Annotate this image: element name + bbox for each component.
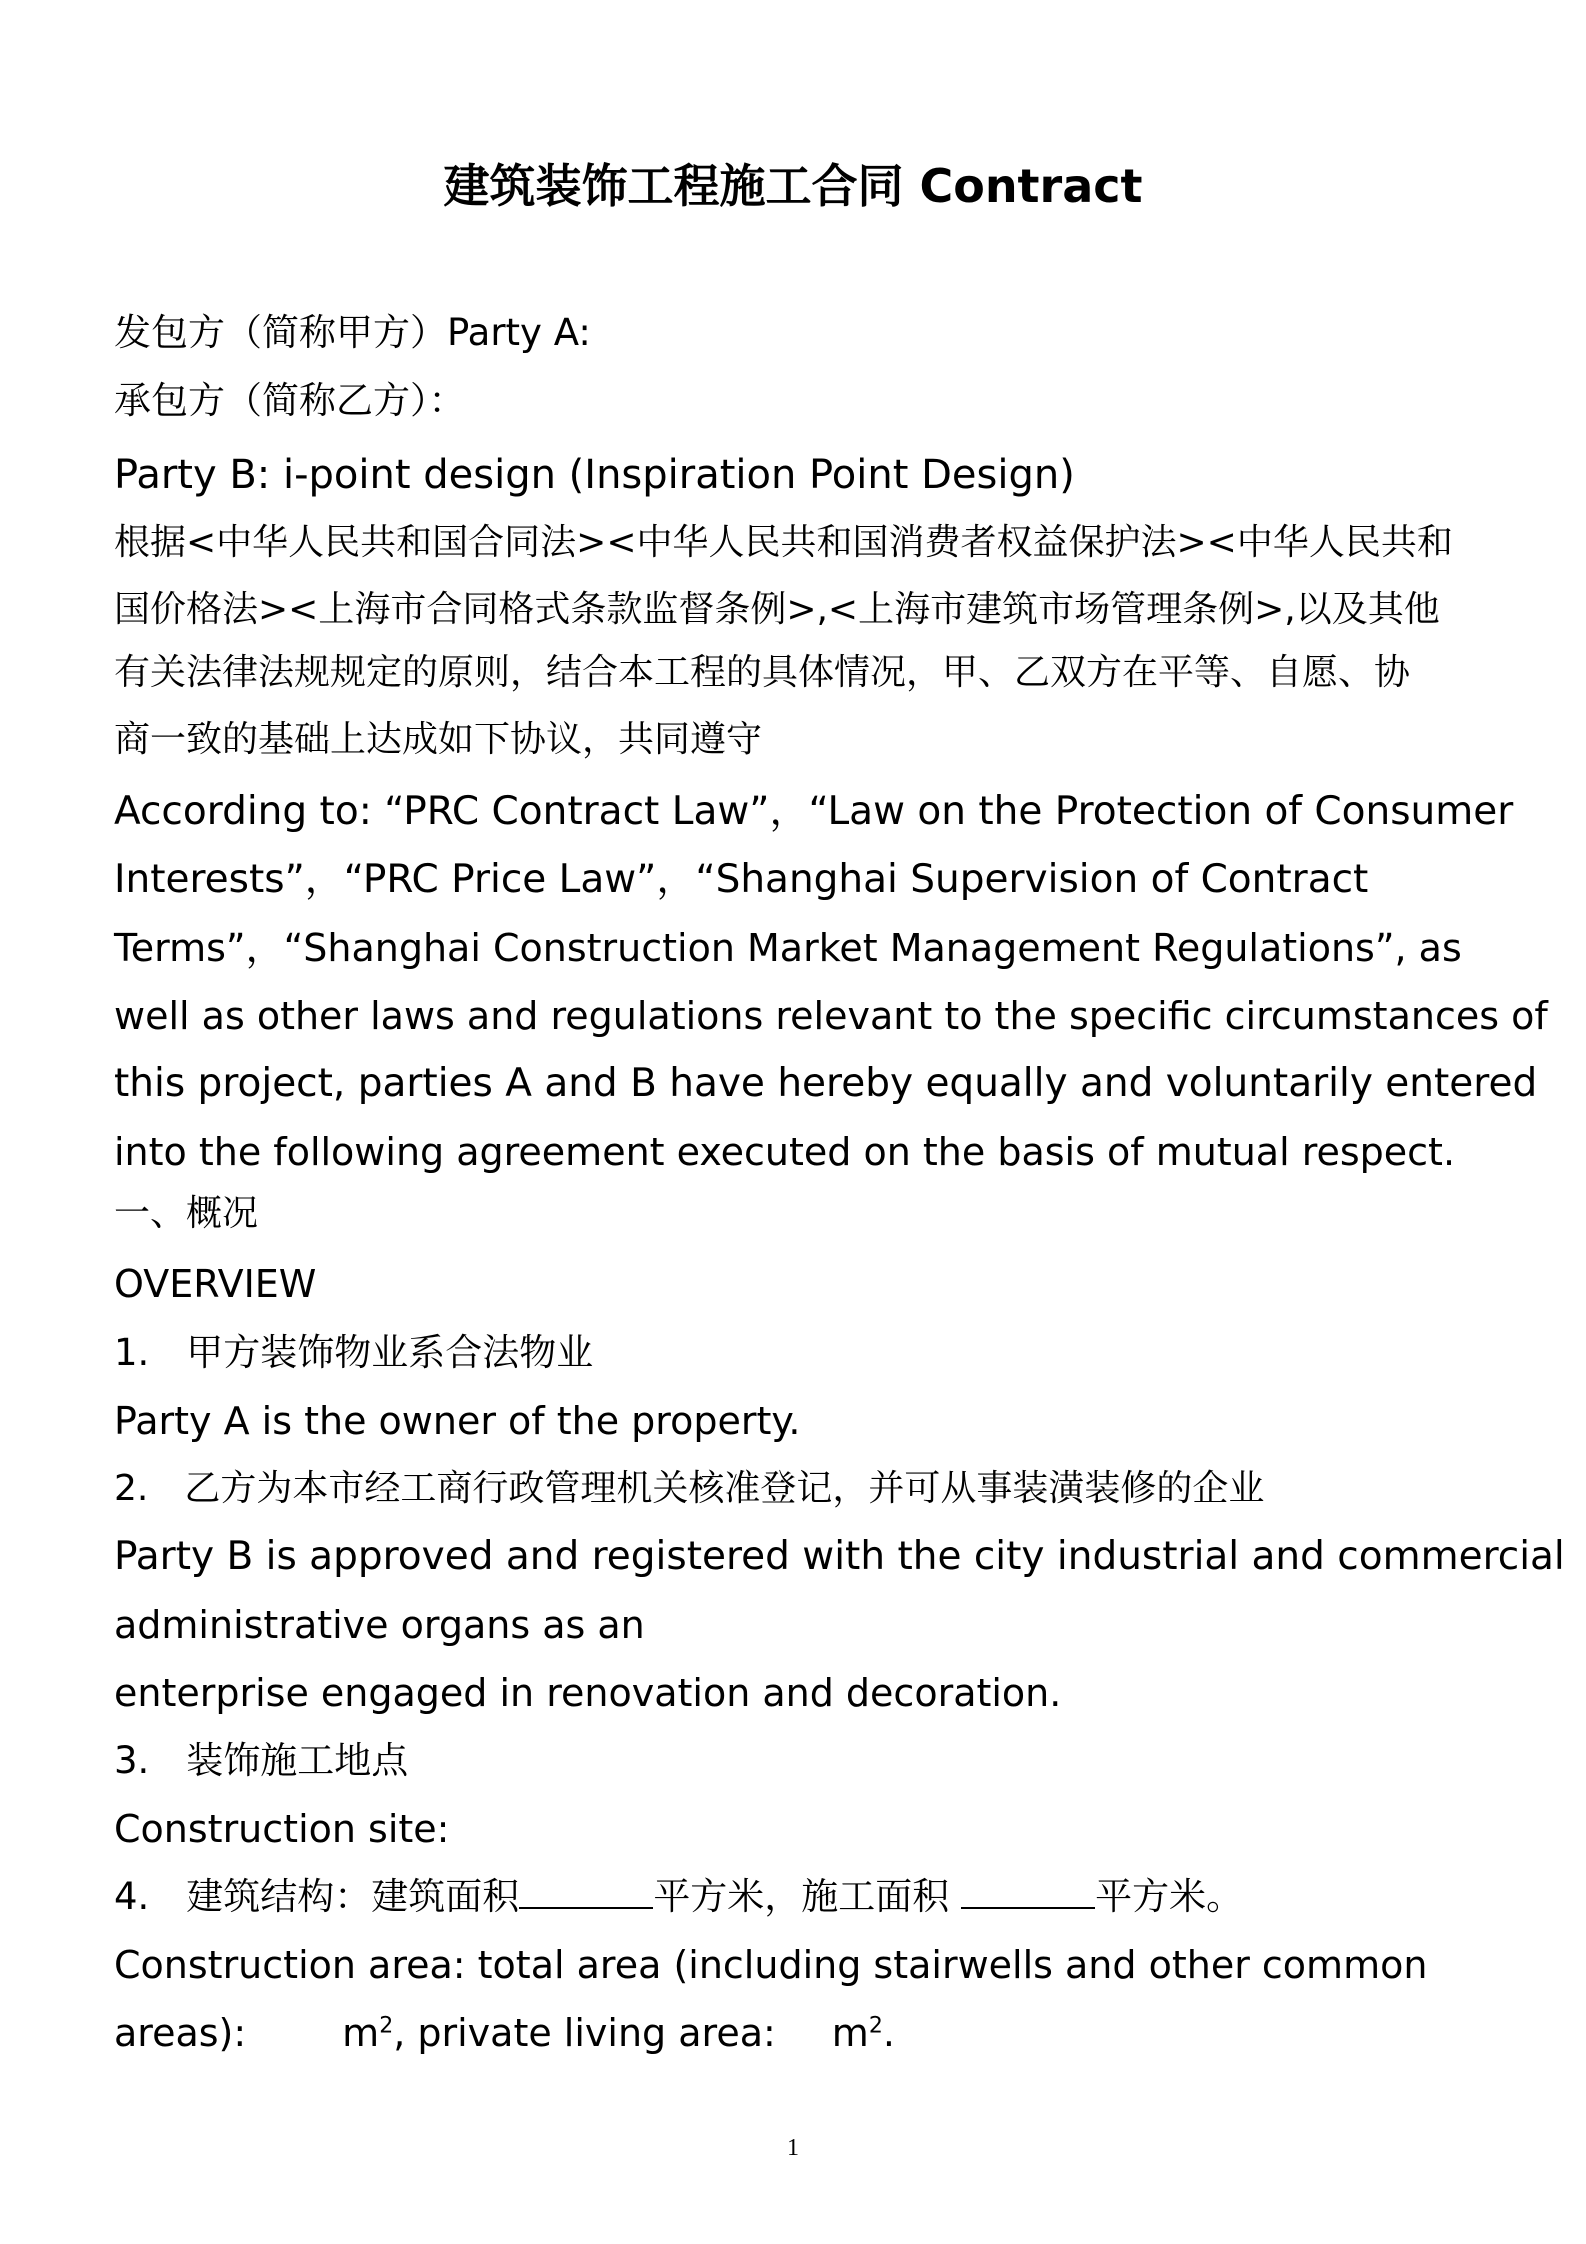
- party-b-cn-line: 承包方（简称乙方）：: [114, 379, 466, 422]
- area-unit-2: m: [831, 2011, 869, 2055]
- item-1-cn: 1. 甲方装饰物业系合法物业: [114, 1331, 594, 1374]
- area-unit-1-exponent: 2: [379, 2013, 394, 2039]
- area-unit-1: m: [342, 2011, 380, 2055]
- intro-en-line-5: this project, parties A and B have hereby equally and voluntarily entered: [114, 1061, 1538, 1106]
- item-4-middle: 平方米，施工面积: [653, 1875, 950, 1918]
- private-area-label: , private living area:: [393, 2011, 776, 2055]
- party-b-en-line: Party B: i-point design (Inspiration Point Design): [114, 452, 1075, 498]
- party-a-line: 发包方（简称甲方）Party A:: [114, 311, 591, 354]
- intro-cn-line-2: 国价格法><上海市合同格式条款监督条例>,<上海市建筑市场管理条例>,以及其他: [114, 589, 1440, 630]
- intro-cn-line-3: 有关法律法规规定的原则，结合本工程的具体情况，甲、乙双方在平等、自愿、协: [114, 652, 1411, 693]
- item-2-en-line-3: enterprise engaged in renovation and decoration.: [114, 1671, 1062, 1715]
- area-en-line-2: [114, 2005, 895, 2061]
- intro-cn-line-4: 商一致的基础上达成如下协议，共同遵守: [114, 719, 763, 760]
- item-4-prefix: 4. 建筑结构：建筑面积: [114, 1875, 520, 1918]
- item-4-cn: [114, 1869, 1243, 1925]
- construction-area-blank: [961, 1875, 1095, 1909]
- section-heading-cn: 一、概况: [114, 1193, 259, 1234]
- intro-en-line-3: Terms”，“Shanghai Construction Market Management Regulations”, as: [114, 926, 1462, 970]
- intro-en-line-1: According to: “PRC Contract Law”，“Law on the Protection of Consumer: [114, 789, 1514, 834]
- item-2-en-line-2: administrative organs as an: [114, 1603, 645, 1647]
- area-unit-2-exponent: 2: [868, 2013, 883, 2039]
- intro-en-line-2: Interests”，“PRC Price Law”，“Shanghai Supervision of Contract: [114, 857, 1369, 902]
- area-label: areas):: [114, 2011, 247, 2055]
- building-area-blank: [519, 1875, 653, 1909]
- intro-en-line-6: into the following agreement executed on the basis of mutual respect.: [114, 1130, 1456, 1174]
- contract-title: 建筑装饰工程施工合同 Contract: [443, 159, 1143, 213]
- item-4-suffix: 平方米。: [1095, 1875, 1244, 1918]
- area-en-line-1: Construction area: total area (including stairwells and other common: [114, 1943, 1428, 1987]
- page-number: 1: [787, 2135, 799, 2161]
- item-2-cn: 2. 乙方为本市经工商行政管理机关核准登记，并可从事装潢装修的企业: [114, 1468, 1265, 1509]
- intro-cn-line-1: 根据<中华人民共和国合同法><中华人民共和国消费者权益保护法><中华人民共和: [114, 522, 1453, 563]
- intro-en-line-4: well as other laws and regulations relevant to the specific circumstances of: [114, 994, 1548, 1038]
- item-2-en-line-1: Party B is approved and registered with the city industrial and commercial: [114, 1534, 1565, 1579]
- section-heading-en: OVERVIEW: [114, 1262, 317, 1306]
- item-1-en: Party A is the owner of the property.: [114, 1399, 801, 1443]
- area-end: .: [882, 2011, 895, 2055]
- item-3-cn: 3. 装饰施工地点: [114, 1739, 409, 1782]
- item-3-en: Construction site:: [114, 1807, 450, 1851]
